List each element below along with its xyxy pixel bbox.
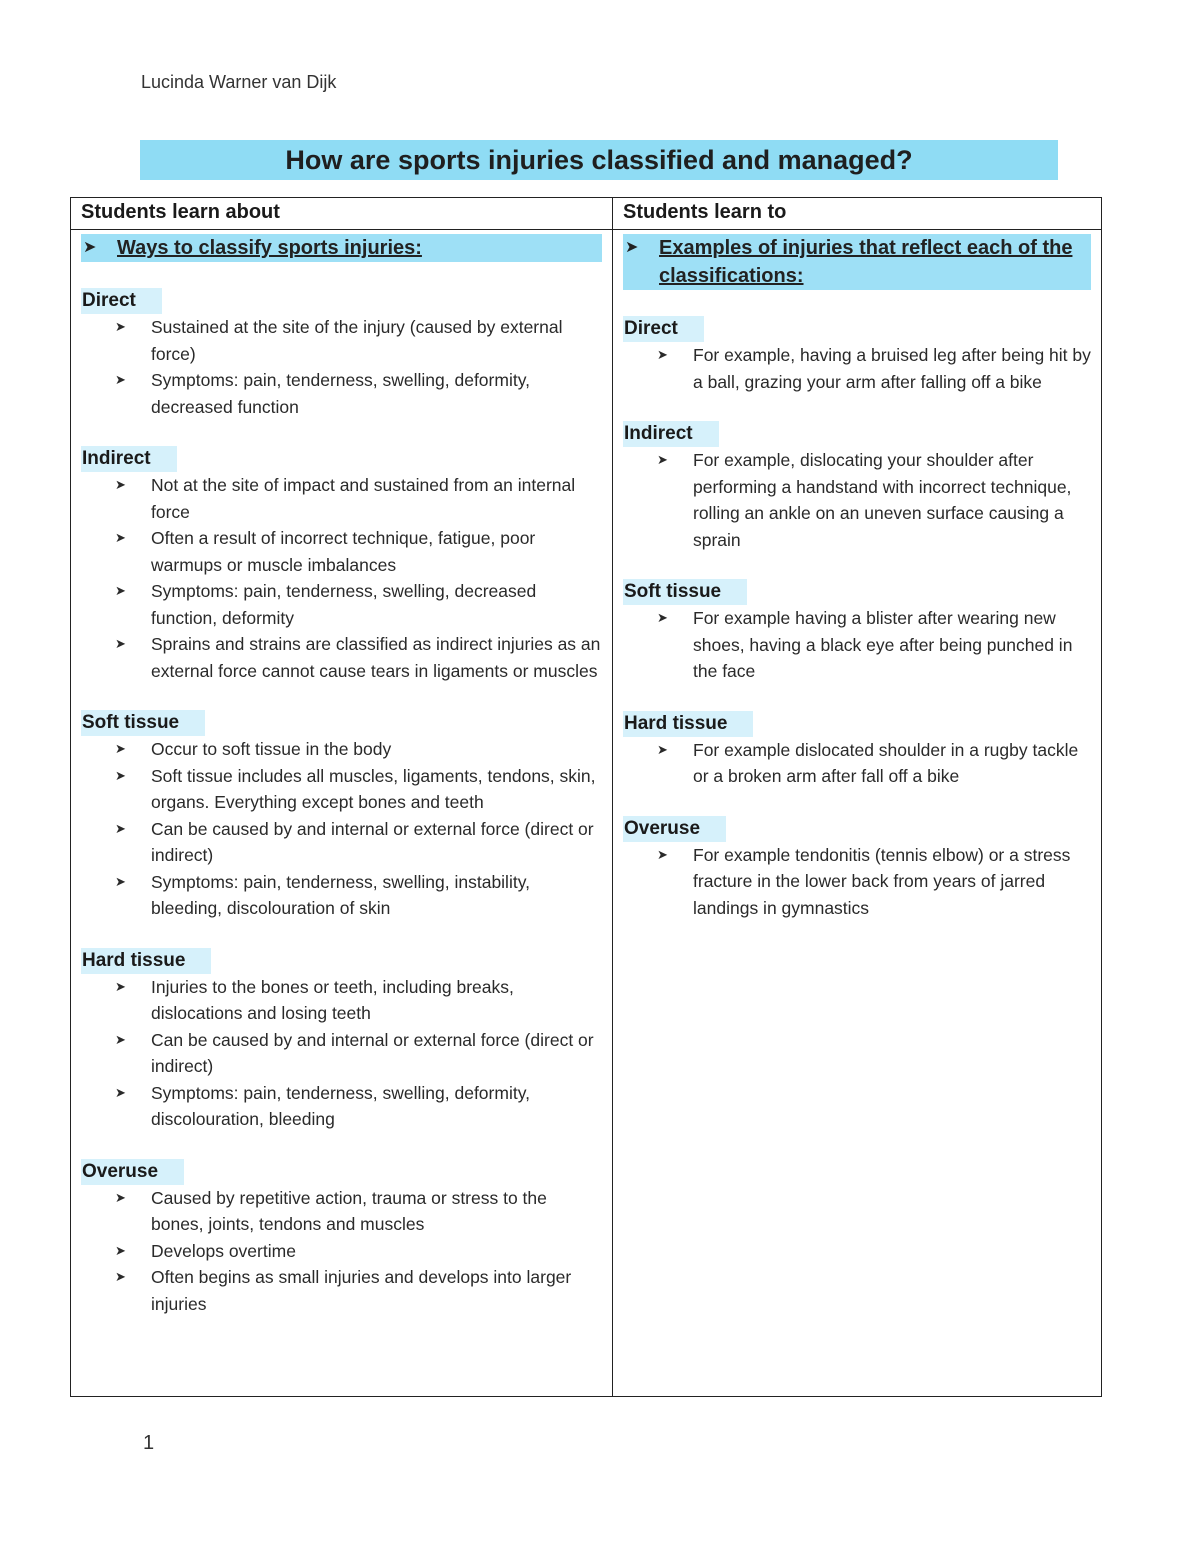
list-item: [623, 737, 1091, 790]
section-label: Overuse: [623, 816, 726, 842]
left-column: [71, 230, 613, 1397]
list-item-text: Injuries to the bones or teeth, including breaks, dislocations and losing teeth: [151, 976, 514, 1023]
section-label: Indirect: [623, 421, 719, 447]
section-label: Soft tissue: [623, 579, 747, 605]
list-item: [81, 578, 602, 631]
arrow-bullet-icon: ➤: [115, 1189, 126, 1205]
arrow-bullet-icon: ➤: [115, 820, 126, 836]
list-item-text: Symptoms: pain, tenderness, swelling, deformity, discolouration, bleeding: [151, 1082, 531, 1129]
right-heading-bar: [623, 234, 1091, 290]
list-item-text: Often a result of incorrect technique, fatigue, poor warmups or muscle imbalances: [151, 528, 536, 575]
section-direct: [623, 316, 1091, 395]
arrow-bullet-icon: ➤: [115, 372, 126, 387]
left-heading-text: Ways to classify sports injuries:: [117, 237, 422, 259]
list-item-text: Can be caused by and internal or external force (direct or indirect): [151, 1029, 594, 1076]
list-item: [81, 314, 602, 367]
list-item-text: Not at the site of impact and sustained from an internal force: [151, 475, 576, 522]
section-label: Overuse: [81, 1159, 184, 1185]
section-soft-tissue: [623, 579, 1091, 685]
author-name: Lucinda Warner van Dijk: [141, 72, 337, 92]
list-item-text: Symptoms: pain, tenderness, swelling, instability, bleeding, discolouration of skin: [151, 871, 531, 918]
arrow-bullet-icon: ➤: [625, 239, 639, 256]
bullet-list: [623, 342, 1091, 395]
arrow-bullet-icon: ➤: [115, 978, 126, 994]
arrow-bullet-icon: ➤: [657, 741, 668, 757]
section-indirect: [81, 446, 602, 684]
list-item: [81, 1238, 602, 1265]
bullet-list: [623, 842, 1091, 922]
col-header-learn-about: Students learn about: [71, 198, 613, 230]
arrow-bullet-icon: ➤: [657, 452, 668, 467]
bullet-list: [81, 314, 602, 420]
bullet-list: [81, 974, 602, 1133]
section-label: Hard tissue: [81, 948, 211, 974]
arrow-bullet-icon: ➤: [115, 1269, 126, 1284]
page-number: 1: [143, 1432, 155, 1454]
list-item-text: For example, having a bruised leg after being hit by a ball, grazing your arm after falling off a bike: [693, 345, 1091, 392]
bullet-list: [623, 447, 1091, 553]
section-label: Indirect: [81, 446, 177, 472]
list-item-text: For example having a blister after wearing new shoes, having a black eye after being punched in the face: [693, 608, 1073, 681]
list-item-text: Occur to soft tissue in the body: [151, 739, 392, 759]
list-item: [81, 525, 602, 578]
col-header-learn-to: Students learn to: [613, 198, 1102, 230]
list-item-text: Symptoms: pain, tenderness, swelling, deformity, decreased function: [151, 370, 531, 417]
list-item: [81, 736, 602, 763]
section-label: Hard tissue: [623, 711, 753, 737]
list-item: [81, 1185, 602, 1238]
arrow-bullet-icon: ➤: [657, 347, 668, 362]
list-item: [81, 1080, 602, 1133]
arrow-bullet-icon: ➤: [657, 610, 668, 625]
left-heading-bar: [81, 234, 602, 262]
arrow-bullet-icon: ➤: [115, 530, 126, 545]
list-item-text: For example, dislocating your shoulder after performing a handstand with incorrect technique, rolling an ankle on an uneven surface causing a sprain: [693, 450, 1072, 550]
section-label: Soft tissue: [81, 710, 205, 736]
arrow-bullet-icon: ➤: [115, 767, 126, 783]
arrow-bullet-icon: ➤: [657, 846, 668, 862]
list-item-text: For example dislocated shoulder in a rugby tackle or a broken arm after fall off a bike: [693, 739, 1079, 786]
list-item: [623, 605, 1091, 685]
page-title: How are sports injuries classified and managed?: [140, 140, 1058, 180]
section-label: Direct: [81, 288, 162, 314]
arrow-bullet-icon: ➤: [115, 1242, 126, 1258]
list-item-text: Often begins as small injuries and develops into larger injuries: [151, 1267, 572, 1314]
section-indirect: [623, 421, 1091, 553]
list-item: [81, 1264, 602, 1317]
list-item: [81, 974, 602, 1027]
list-item-text: Caused by repetitive action, trauma or stress to the bones, joints, tendons and muscles: [151, 1187, 547, 1234]
arrow-bullet-icon: ➤: [115, 636, 126, 651]
list-item-text: Soft tissue includes all muscles, ligaments, tendons, skin, organs. Everything except bones and teeth: [151, 765, 596, 812]
list-item: [623, 447, 1091, 553]
arrow-bullet-icon: ➤: [115, 873, 126, 889]
section-overuse: [623, 816, 1091, 922]
list-item: [81, 631, 602, 684]
section-direct: [81, 288, 602, 420]
right-column: [613, 230, 1102, 1397]
list-item: [81, 763, 602, 816]
list-item: [81, 869, 602, 922]
list-item: [81, 367, 602, 420]
right-heading-text: Examples of injuries that reflect each of the classifications:: [659, 237, 1073, 287]
arrow-bullet-icon: ➤: [115, 477, 126, 492]
list-item-text: Develops overtime: [151, 1240, 296, 1261]
list-item: [623, 842, 1091, 922]
list-item: [623, 342, 1091, 395]
arrow-bullet-icon: ➤: [115, 319, 126, 334]
list-item: [81, 816, 602, 869]
arrow-bullet-icon: ➤: [115, 1031, 126, 1047]
section-overuse: [81, 1159, 602, 1318]
list-item-text: Symptoms: pain, tenderness, swelling, decreased function, deformity: [151, 581, 537, 628]
content-table: [70, 197, 1102, 1397]
arrow-bullet-icon: ➤: [115, 1084, 126, 1100]
bullet-list: [623, 605, 1091, 685]
list-item-text: Sprains and strains are classified as indirect injuries as an external force cannot cause tears in ligaments or muscles: [151, 634, 601, 681]
list-item: [81, 1027, 602, 1080]
section-hard-tissue: [81, 948, 602, 1133]
bullet-list: [623, 737, 1091, 790]
list-item-text: Sustained at the site of the injury (caused by external force): [151, 317, 563, 364]
arrow-bullet-icon: ➤: [115, 741, 126, 756]
bullet-list: [81, 472, 602, 684]
list-item-text: For example tendonitis (tennis elbow) or a stress fracture in the lower back from years of jarred landings in gymnastics: [693, 844, 1071, 918]
arrow-bullet-icon: ➤: [115, 583, 126, 598]
bullet-list: [81, 736, 602, 922]
section-label: Direct: [623, 316, 704, 342]
section-soft-tissue: [81, 710, 602, 922]
list-item-text: Can be caused by and internal or external force (direct or indirect): [151, 818, 594, 865]
bullet-list: [81, 1185, 602, 1318]
arrow-bullet-icon: ➤: [83, 239, 97, 256]
list-item: [81, 472, 602, 525]
section-hard-tissue: [623, 711, 1091, 790]
